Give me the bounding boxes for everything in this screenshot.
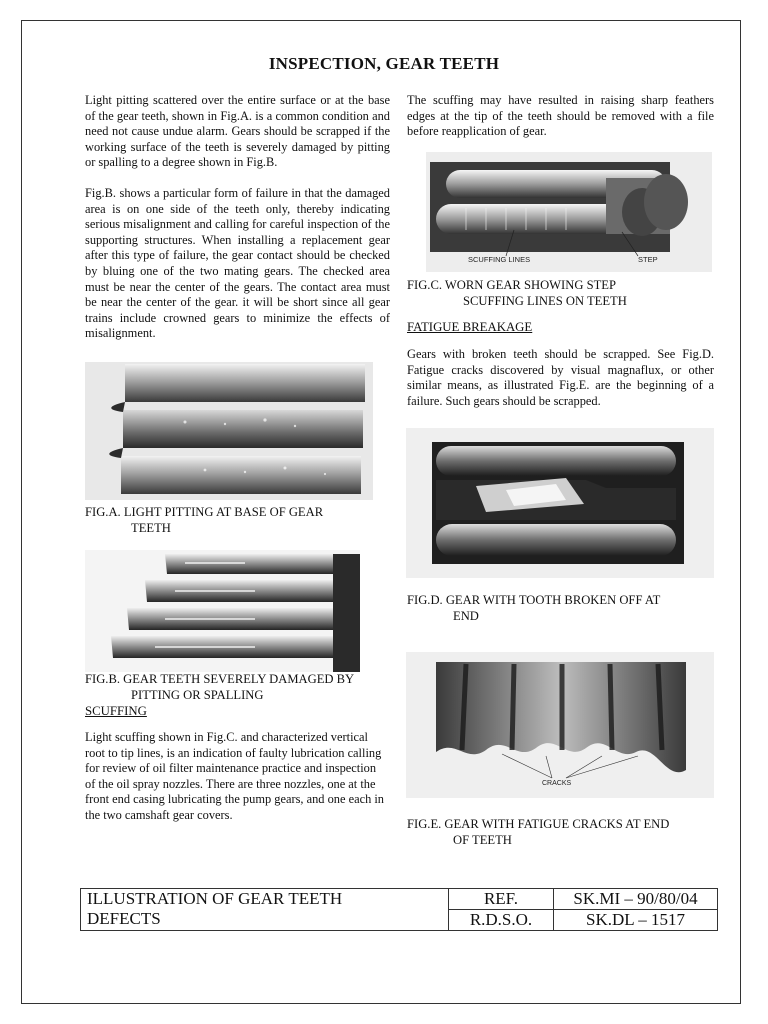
fig-a-caption-line2: TEETH (131, 521, 171, 535)
fig-b-photo (85, 550, 360, 672)
fig-d-caption-line1: FIG.D. GEAR WITH TOOTH BROKEN OFF AT (407, 593, 661, 607)
title-block-title-cell (81, 889, 449, 931)
fig-d-caption-line2: END (453, 609, 479, 623)
org-label-cell: R.D.S.O. (449, 910, 554, 931)
title-block-title-line1: ILLUSTRATION OF GEAR TEETH (87, 889, 343, 908)
fig-d-photo (406, 428, 714, 578)
fig-c-label-scuffing-lines: SCUFFING LINES (468, 255, 531, 264)
fig-b-caption (85, 671, 405, 703)
fig-c-caption-line2: SCUFFING LINES ON TEETH (463, 294, 627, 308)
scuffing-continued-paragraph: The scuffing may have resulted in raising sharp feathers edges at the tip of the teeth should be removed with a file before reapplication of gear. (407, 93, 714, 139)
title-block-title-line2: DEFECTS (87, 909, 161, 928)
scuffing-heading: SCUFFING (85, 704, 147, 718)
fatigue-breakage-heading: FATIGUE BREAKAGE (407, 320, 533, 334)
fig-a-caption (85, 504, 390, 536)
fig-b-caption-line2: PITTING OR SPALLING (131, 688, 264, 702)
ref-value-cell: SK.MI – 90/80/04 (554, 889, 718, 910)
fig-e-label-cracks: CRACKS (542, 780, 572, 787)
scuffing-paragraph: Light scuffing shown in Fig.C. and characterized vertical root to tip lines, is an indication of faulty lubrication calling for review of oil filter maintenance practice and inspection of the oil spray nozzles. There are three nozzles, one at the front end casing lubricating the pump gears, and one each in the two camshaft gear covers. (85, 730, 384, 822)
fig-c-caption (407, 277, 712, 309)
fig-a-photo (85, 362, 373, 500)
fig-d-caption (407, 592, 717, 624)
fig-e-caption-line1: FIG.E. GEAR WITH FATIGUE CRACKS AT END (407, 817, 670, 831)
title-block-table (80, 888, 718, 931)
intro-paragraph: Light pitting scattered over the entire surface or at the base of the gear teeth, shown in Fig.A. is a common condition and need not cause undue alarm. Gears should be scrapped if the working surface of the teeth is severely damaged by pitting or spalling to a degree shown in Fig.B. (85, 93, 390, 170)
org-value-cell: SK.DL – 1517 (554, 910, 718, 931)
fig-e-caption-line2: OF TEETH (453, 833, 512, 847)
ref-label-cell: REF. (449, 889, 554, 910)
figb-description-paragraph: Fig.B. shows a particular form of failure in that the damaged area is on one side of the teeth only, thereby indicating serious misalignment and calling for careful inspection of the supporting structures. When installing a replacement gear after this type of failure, the gear contact should be checked by bluing one of the two mating gears. The checked area must be near the center of the gears. The contact area must be near the center of the gear. it will be short since all gear trains include crowned gears to minimize the effects of misalignment. (85, 186, 390, 341)
fig-a-caption-line1: FIG.A. LIGHT PITTING AT BASE OF GEAR (85, 505, 324, 519)
fig-c-label-step: STEP (638, 255, 658, 264)
fig-c-photo (426, 152, 712, 272)
fig-b-caption-line1: FIG.B. GEAR TEETH SEVERELY DAMAGED BY (85, 672, 355, 686)
fig-e-caption (407, 816, 717, 848)
fig-c-caption-line1: FIG.C. WORN GEAR SHOWING STEP (407, 278, 616, 292)
fatigue-paragraph: Gears with broken teeth should be scrapped. See Fig.D. Fatigue cracks discovered by visual magnaflux, or other similar means, as illustrated Fig.E. are the beginning of a failure. Such gears should be scrapped. (407, 347, 714, 408)
page-title: INSPECTION, GEAR TEETH (268, 54, 500, 73)
fig-e-photo (406, 652, 714, 798)
